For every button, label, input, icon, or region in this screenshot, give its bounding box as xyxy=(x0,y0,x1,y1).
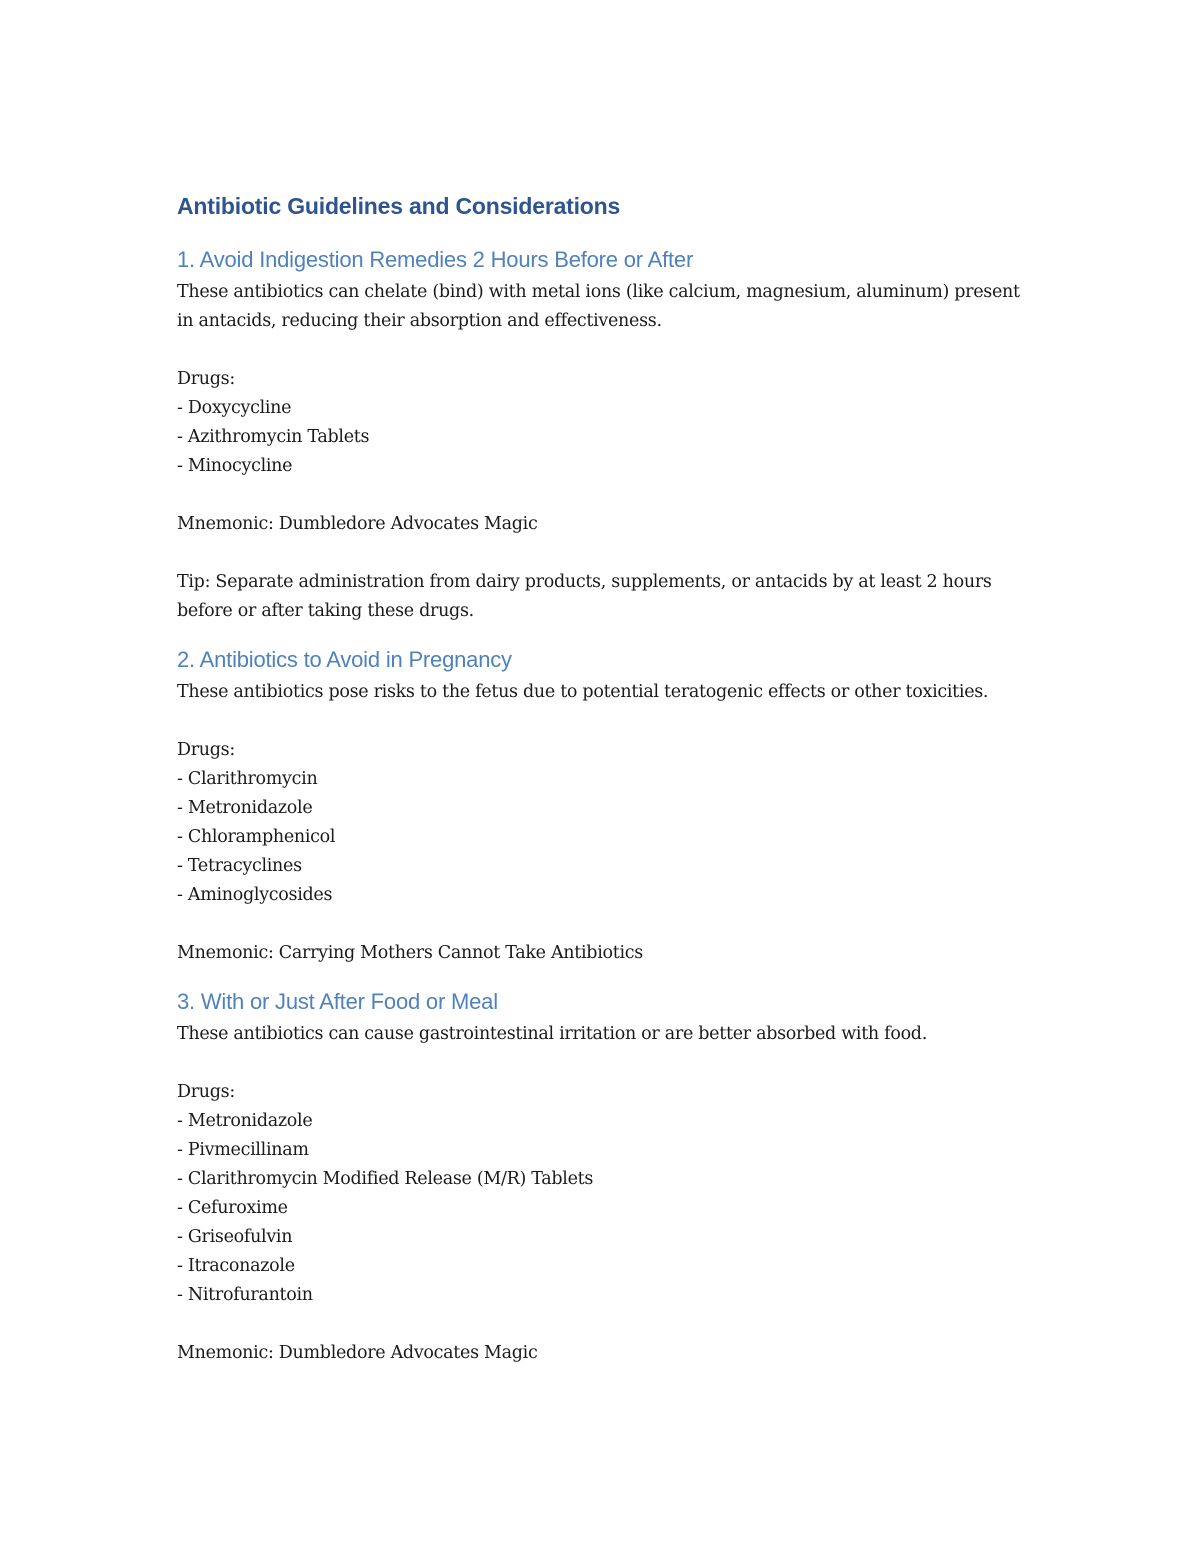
drug-item: - Tetracyclines xyxy=(177,856,302,876)
drug-item: - Metronidazole xyxy=(177,798,313,818)
drug-list xyxy=(177,765,1037,910)
section-description: These antibiotics can cause gastrointestinal irritation or are better absorbed with food. xyxy=(177,1024,927,1044)
tip: Tip: Separate administration from dairy products, supplements, or antacids by at least 2 hours before or after taking these drugs. xyxy=(177,572,992,621)
document-body xyxy=(177,188,1037,1368)
section-heading: 2. Antibiotics to Avoid in Pregnancy xyxy=(177,647,512,672)
section-heading: 1. Avoid Indigestion Remedies 2 Hours Before or After xyxy=(177,247,694,272)
drug-item: - Doxycycline xyxy=(177,398,292,418)
drug-item: - Azithromycin Tablets xyxy=(177,427,370,447)
section-indigestion-remedies xyxy=(177,244,1037,626)
section-pregnancy xyxy=(177,644,1037,968)
drug-item: - Chloramphenicol xyxy=(177,827,336,847)
drug-list xyxy=(177,394,1037,481)
drug-list xyxy=(177,1107,1037,1310)
drug-item: - Cefuroxime xyxy=(177,1198,288,1218)
section-with-food xyxy=(177,986,1037,1368)
section-heading: 3. With or Just After Food or Meal xyxy=(177,989,498,1014)
document-title: Antibiotic Guidelines and Considerations xyxy=(177,193,621,219)
drug-item: - Pivmecillinam xyxy=(177,1140,309,1160)
drug-item: - Aminoglycosides xyxy=(177,885,333,905)
drug-item: - Metronidazole xyxy=(177,1111,313,1131)
mnemonic: Mnemonic: Carrying Mothers Cannot Take Antibiotics xyxy=(177,943,643,963)
drug-item: - Griseofulvin xyxy=(177,1227,293,1247)
drugs-label: Drugs: xyxy=(177,740,235,760)
section-description: These antibiotics can chelate (bind) with metal ions (like calcium, magnesium, aluminum) present in antacids, reducing their absorption and effectiveness. xyxy=(177,282,1020,331)
drug-item: - Clarithromycin xyxy=(177,769,318,789)
mnemonic: Mnemonic: Dumbledore Advocates Magic xyxy=(177,1343,538,1363)
mnemonic: Mnemonic: Dumbledore Advocates Magic xyxy=(177,514,538,534)
drug-item: - Clarithromycin Modified Release (M/R) Tablets xyxy=(177,1169,594,1189)
section-description: These antibiotics pose risks to the fetus due to potential teratogenic effects or other toxicities. xyxy=(177,682,989,702)
drugs-label: Drugs: xyxy=(177,1082,235,1102)
drug-item: - Nitrofurantoin xyxy=(177,1285,313,1305)
drug-item: - Minocycline xyxy=(177,456,293,476)
drugs-label: Drugs: xyxy=(177,369,235,389)
drug-item: - Itraconazole xyxy=(177,1256,295,1276)
